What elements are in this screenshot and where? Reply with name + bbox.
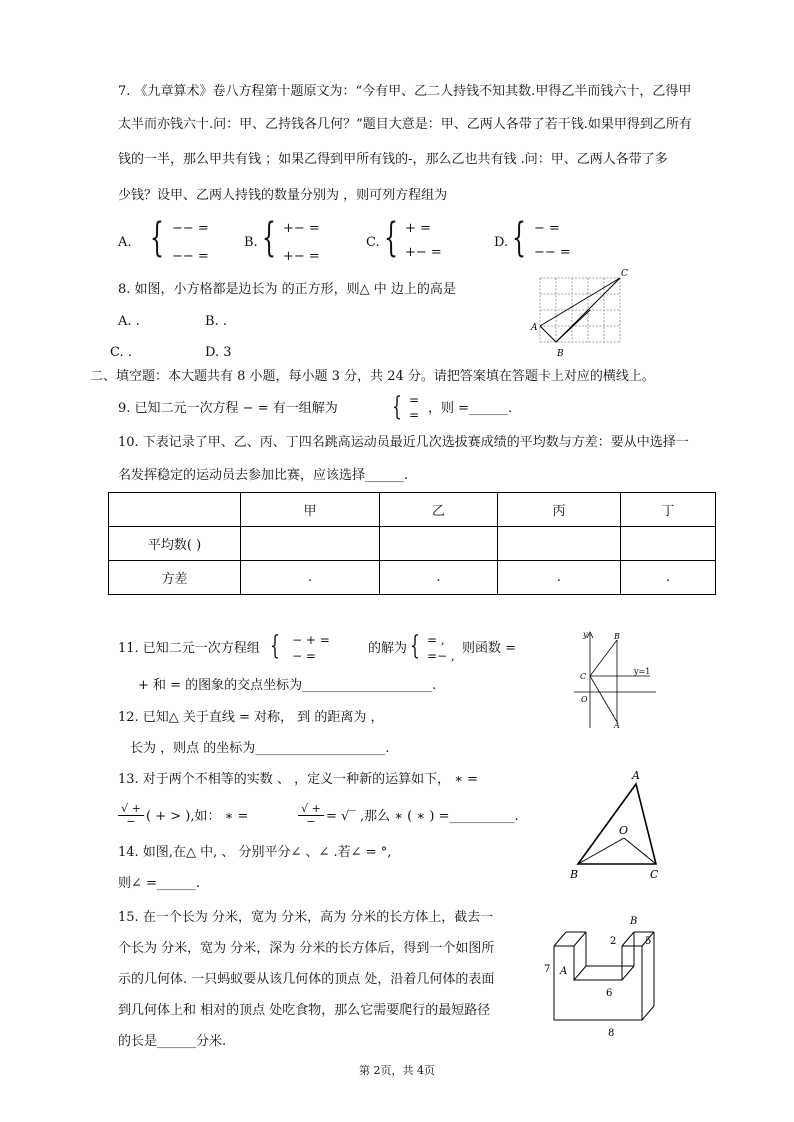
q15-label-a: A (560, 966, 568, 977)
q9-stem: 9. 已知二元一次方程 − = 有一组解为 (118, 401, 338, 416)
q10-line2: 名发挥稳定的运动员去参加比赛，应该选择______. (118, 468, 409, 483)
q11-tail: 则函数 = (462, 641, 517, 656)
q15-label-7: 7 (544, 964, 551, 975)
q7-line4: 少钱？设甲、乙两人持钱的数量分别为 ，则可列方程组为 (118, 188, 448, 203)
q15-label-8: 8 (608, 1028, 615, 1039)
q8-stem: 8. 如图，小方格都是边长为 的正方形，则△ 中 边上的高是 (118, 282, 456, 297)
q7-line2: 太半而亦钱六十.问：甲、乙持钱各几何？”题目大意是：甲、乙两人各带了若干钱.如果甲得到乙所有 (118, 117, 692, 132)
q11-label-yeq: y=1 (634, 667, 651, 676)
q8-option-d: D. 3 (205, 345, 232, 360)
q8-option-c: C. . (110, 345, 132, 360)
q9-sys1: = (409, 393, 420, 407)
q11-coordinate-figure (570, 628, 660, 730)
q15-solid-figure (542, 906, 658, 1040)
q15-label-2: 2 (610, 936, 617, 947)
table-row-mean: 平均数( ) (109, 527, 716, 561)
q8-label-b: B (557, 349, 564, 359)
q14-label-c: C (650, 868, 659, 881)
q15-line2: 个长为 分米，宽为 分米，深为 分米的长方体后，得到一个如图所 (118, 941, 495, 956)
table-header-row: 甲 乙 丙 丁 (109, 493, 716, 527)
q11-label-y: y (583, 630, 588, 639)
section2-heading: 二、填空题：本大题共有 8 小题，每小题 3 分，共 24 分。请把答案填在答题卡上对应的横线上。 (90, 369, 655, 384)
q15-label-b: B (630, 916, 638, 927)
q8-option-a: A. . (118, 314, 140, 329)
page-footer: 第 2页，共 4页 (359, 1064, 435, 1077)
q14-triangle-figure (568, 766, 668, 882)
q10-line1: 10. 下表记录了甲、乙、丙、丁四名跳高运动员最近几次选拔赛成绩的平均数与方差：要从中选择一 (118, 435, 689, 450)
q15-line1: 15. 在一个长为 分米，宽为 分米，高为 分米的长方体上，截去一 (118, 910, 494, 925)
q15-line3: 示的几何体. 一只蚂蚁要从该几何体的顶点 处，沿着几何体的表面 (118, 972, 495, 987)
q13-line1: 13. 对于两个不相等的实数 、 ，定义一种新的运算如下， ∗ = (118, 772, 479, 787)
q8-label-a: A (531, 323, 538, 333)
q11-label-a: A (614, 721, 620, 730)
q11-label-c: C (580, 672, 587, 681)
q14-label-a: A (632, 769, 640, 782)
q11-line2: + 和 = 的图象的交点坐标为____________________. (138, 678, 437, 693)
q9-sys2: = (409, 408, 420, 422)
q8-option-b: B. . (205, 314, 227, 329)
q11-label-b: B (614, 632, 620, 641)
q11-sysA2: − = (292, 649, 316, 663)
q11-sysB1: = , (427, 633, 445, 647)
q11-stem: 11. 已知二元一次方程组 (118, 641, 260, 656)
q15-label-6: 6 (606, 988, 613, 999)
q10-table (108, 492, 716, 595)
q12-line1: 12. 已知△ 关于直线 = 对称， 到 的距离为 ， (118, 710, 384, 725)
q11-mid: 的解为 (368, 641, 408, 656)
q14-label-o: O (619, 824, 629, 837)
q8-grid-figure (530, 266, 634, 360)
q11-sysA1: − + = (292, 633, 330, 647)
q14-line2: 则∠ =______. (118, 876, 201, 891)
q14-label-b: B (570, 868, 579, 881)
q7-line3: 钱的一半，那么甲共有钱 ；如果乙得到甲所有钱的-，那么乙也共有钱 .问：甲、乙两人各带了多 (118, 152, 668, 167)
q15-label-5: 5 (645, 936, 652, 947)
q12-line2: 长为 ，则点 的坐标为____________________. (130, 741, 390, 756)
q8-label-c: C (621, 269, 628, 279)
q9-tail: ，则 =______. (428, 401, 513, 416)
q7-line1: 7. 《九章算术》卷八方程第十题原文为：“今有甲、乙二人持钱不知其数.甲得乙半而钱六十，乙得甲 (118, 84, 692, 99)
q14-line1: 14. 如图,在△ 中, 、 分别平分∠ 、∠ .若∠ = °, (118, 845, 392, 860)
table-row-variance: 方差 . . . . (109, 561, 716, 595)
q11-label-o: O (581, 695, 588, 704)
q11-sysB2: =− , (427, 649, 455, 663)
q15-line4: 到几何体上和 相对的顶点 处吃食物，那么它需要爬行的最短路径 (118, 1003, 491, 1018)
q15-line5: 的长是______分米. (118, 1034, 227, 1049)
